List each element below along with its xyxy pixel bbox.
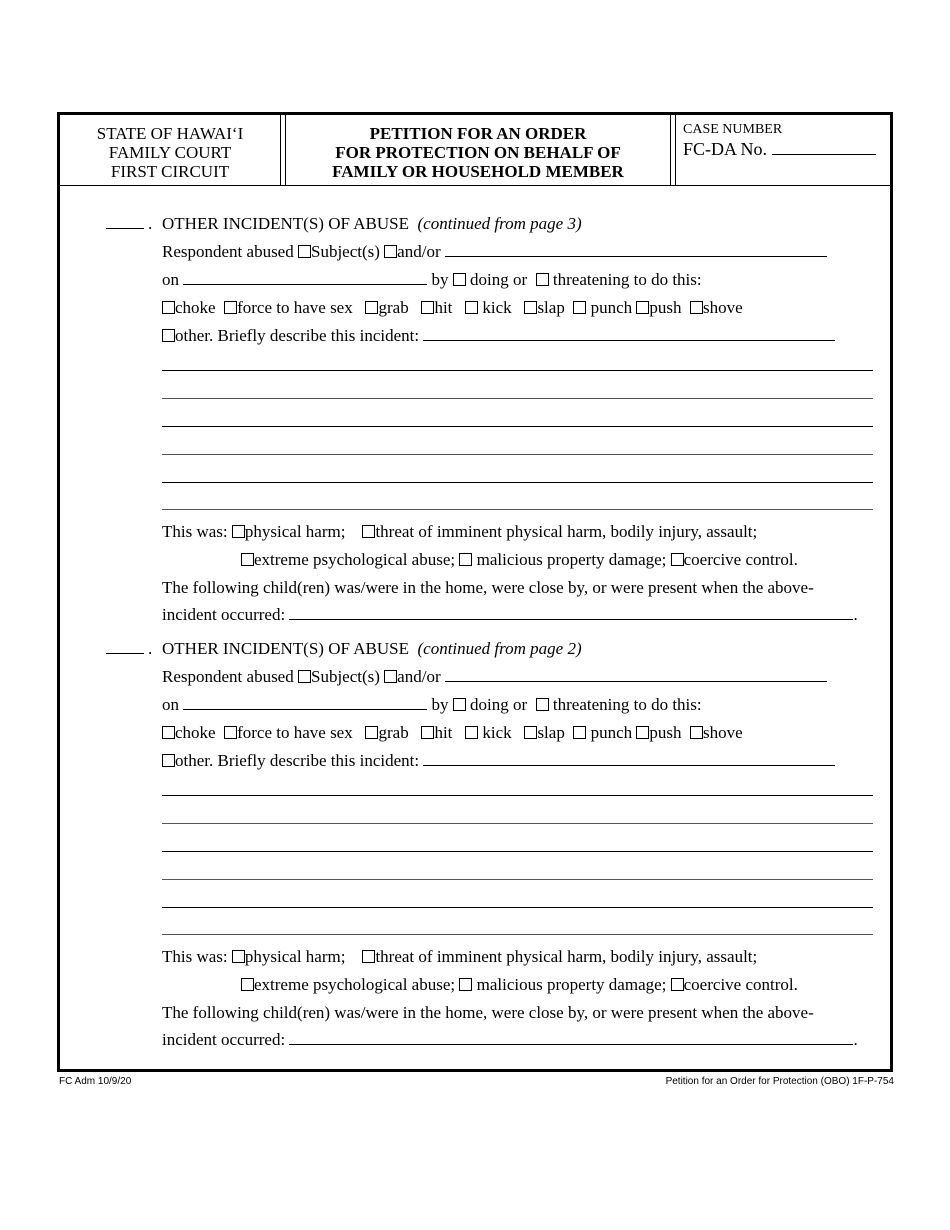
other-checkbox[interactable] [162,329,175,342]
and-or-label: and/or [397,667,441,686]
threatening-label: threatening to do this: [552,270,702,289]
slap-label: slap [537,298,565,317]
psychological-abuse-checkbox[interactable] [241,978,254,991]
children-field[interactable] [289,605,853,620]
form-footer-title: Petition for an Order for Protection (OBO) 1F-P-754 [665,1076,894,1087]
shove-label: shove [703,298,743,317]
description-line[interactable] [162,454,873,455]
coercive-control-checkbox[interactable] [671,553,684,566]
description-line[interactable] [162,426,873,427]
force-to-have-sex-label: force to have sex [237,298,353,317]
choke-label: choke [175,723,216,742]
description-line[interactable] [162,509,873,510]
kick-checkbox[interactable] [465,301,478,314]
case-number-box [675,115,890,185]
shove-checkbox[interactable] [690,726,703,739]
coercive-control-label: coercive control. [683,550,798,569]
property-damage-checkbox[interactable] [459,553,472,566]
respondent-abused-field[interactable] [445,242,827,257]
description-line[interactable] [162,398,873,399]
choke-checkbox[interactable] [162,301,175,314]
grab-label: grab [378,298,409,317]
describe-field[interactable] [423,326,835,341]
doing-checkbox[interactable] [453,273,466,286]
description-line[interactable] [162,795,873,796]
physical-harm-checkbox[interactable] [232,525,245,538]
by-label: by [431,270,449,289]
court-name [60,115,281,185]
slap-checkbox[interactable] [524,301,537,314]
and-or-label: and/or [397,242,441,261]
psychological-abuse-checkbox[interactable] [241,553,254,566]
incident-date-field[interactable] [183,695,427,710]
form-frame: STATE OF HAWAI‘I FAMILY COURT FIRST CIRCUIT PETITION FOR AN ORDER FOR PROTECTION ON BEHALF OF FAMILY OR HOUSEHOLD MEMBER CASE NUMBER FC-DA No. . OTHER INCIDENT(S) OF ABUSE (continued from page 3) Respondent abused Subject(s) and/or on by doing or threatening to do this: choke force to have sex grab hit kick slap punch push shove other. Briefly describe this incident: This was: physical harm; threat of imminent physical harm, bodily injury, assault; extreme psychological abuse; malicious property damage; coercive control. The following child(ren) was/were in the home, were close by, or were present when the above- incident occurred: . . OTHER INCIDENT(S) OF ABUSE (continued from page 2) Respondent abused Subject(s) and/or on by doing or threatening to do this: choke force to have sex grab hit kick slap punch push shove other. Briefly describe this incident: This was: physical harm; threat of imminent physical harm, bodily injury, assault; extreme psychological abuse; malicious property damage; coercive control. The following child(ren) was/were in the home, were close by, or were present when the above- incident occurred: . [57,112,893,1072]
threatening-label: threatening to do this: [552,695,702,714]
court-line: STATE OF HAWAI‘I [96,124,244,143]
punch-label: punch [590,298,633,317]
section-heading: OTHER INCIDENT(S) OF ABUSE [162,214,409,233]
children-text: The following child(ren) was/were in the home, were close by, or were present when the above- [162,578,814,597]
form-code: FC Adm 10/9/20 [59,1076,132,1087]
this-was-label: This was: [162,947,228,966]
push-label: push [649,723,682,742]
psychological-abuse-label: extreme psychological abuse; [254,975,456,994]
property-damage-label: malicious property damage; [476,975,667,994]
form-header [60,115,890,186]
hit-checkbox[interactable] [421,301,434,314]
court-line: FAMILY COURT [108,143,232,162]
children-field[interactable] [289,1030,853,1045]
case-number-label: CASE NUMBER [683,122,783,137]
threatening-checkbox[interactable] [536,698,549,711]
and-or-checkbox[interactable] [384,670,397,683]
slap-checkbox[interactable] [524,726,537,739]
property-damage-label: malicious property damage; [476,550,667,569]
physical-harm-label: physical harm; [244,522,346,541]
description-line[interactable] [162,370,873,371]
case-prefix: FC-DA No. [683,139,768,159]
kick-checkbox[interactable] [465,726,478,739]
physical-harm-checkbox[interactable] [232,950,245,963]
doing-or-label: doing or [470,695,528,714]
court-line: FIRST CIRCUIT [110,162,230,181]
and-or-checkbox[interactable] [384,245,397,258]
describe-field[interactable] [423,751,835,766]
children-text: The following child(ren) was/were in the home, were close by, or were present when the above- [162,1003,814,1022]
physical-harm-label: physical harm; [244,947,346,966]
slap-label: slap [537,723,565,742]
subjects-checkbox[interactable] [298,245,311,258]
psychological-abuse-label: extreme psychological abuse; [254,550,456,569]
subjects-label: Subject(s) [310,667,380,686]
punch-label: punch [590,723,633,742]
choke-label: choke [175,298,216,317]
punch-checkbox[interactable] [573,301,586,314]
other-label: other. Briefly describe this incident: [175,326,420,345]
respondent-abused-label: Respondent abused [162,667,294,686]
other-checkbox[interactable] [162,754,175,767]
continued-note: (continued from page 2) [417,639,582,658]
respondent-abused-field[interactable] [445,667,827,682]
form-title [285,115,671,185]
force-to-have-sex-label: force to have sex [237,723,353,742]
section-heading: OTHER INCIDENT(S) OF ABUSE [162,639,409,658]
kick-label: kick [482,298,512,317]
description-line[interactable] [162,851,873,852]
title-line: FAMILY OR HOUSEHOLD MEMBER [332,162,624,181]
by-label: by [431,695,449,714]
incident-date-field[interactable] [183,270,427,285]
shove-checkbox[interactable] [690,301,703,314]
grab-label: grab [378,723,409,742]
threat-checkbox[interactable] [362,525,375,538]
incident-occurred-label: incident occurred: [162,1030,286,1049]
other-label: other. Briefly describe this incident: [175,751,420,770]
this-was-label: This was: [162,522,228,541]
incident-occurred-label: incident occurred: [162,605,286,624]
punch-checkbox[interactable] [573,726,586,739]
case-number-field[interactable] [772,139,876,155]
force-to-have-sex-checkbox[interactable] [224,301,237,314]
force-to-have-sex-checkbox[interactable] [224,726,237,739]
shove-label: shove [703,723,743,742]
hit-checkbox[interactable] [421,726,434,739]
title-line: FOR PROTECTION ON BEHALF OF [335,143,621,162]
coercive-control-label: coercive control. [683,975,798,994]
grab-checkbox[interactable] [365,726,378,739]
property-damage-checkbox[interactable] [459,978,472,991]
doing-checkbox[interactable] [453,698,466,711]
subjects-label: Subject(s) [310,242,380,261]
push-label: push [649,298,682,317]
title-line: PETITION FOR AN ORDER [369,124,587,143]
description-line[interactable] [162,934,873,935]
description-line[interactable] [162,907,873,908]
item-number-field[interactable] [106,639,144,654]
threatening-checkbox[interactable] [536,273,549,286]
coercive-control-checkbox[interactable] [671,978,684,991]
push-checkbox[interactable] [636,301,649,314]
grab-checkbox[interactable] [365,301,378,314]
choke-checkbox[interactable] [162,726,175,739]
threat-checkbox[interactable] [362,950,375,963]
push-checkbox[interactable] [636,726,649,739]
hit-label: hit [434,723,453,742]
on-label: on [162,695,179,714]
description-line[interactable] [162,823,873,824]
hit-label: hit [434,298,453,317]
description-line[interactable] [162,879,873,880]
description-line[interactable] [162,482,873,483]
doing-or-label: doing or [470,270,528,289]
subjects-checkbox[interactable] [298,670,311,683]
on-label: on [162,270,179,289]
threat-label: threat of imminent physical harm, bodily injury, assault; [375,522,758,541]
item-number-field[interactable] [106,214,144,229]
kick-label: kick [482,723,512,742]
respondent-abused-label: Respondent abused [162,242,294,261]
continued-note: (continued from page 3) [417,214,582,233]
threat-label: threat of imminent physical harm, bodily injury, assault; [375,947,758,966]
